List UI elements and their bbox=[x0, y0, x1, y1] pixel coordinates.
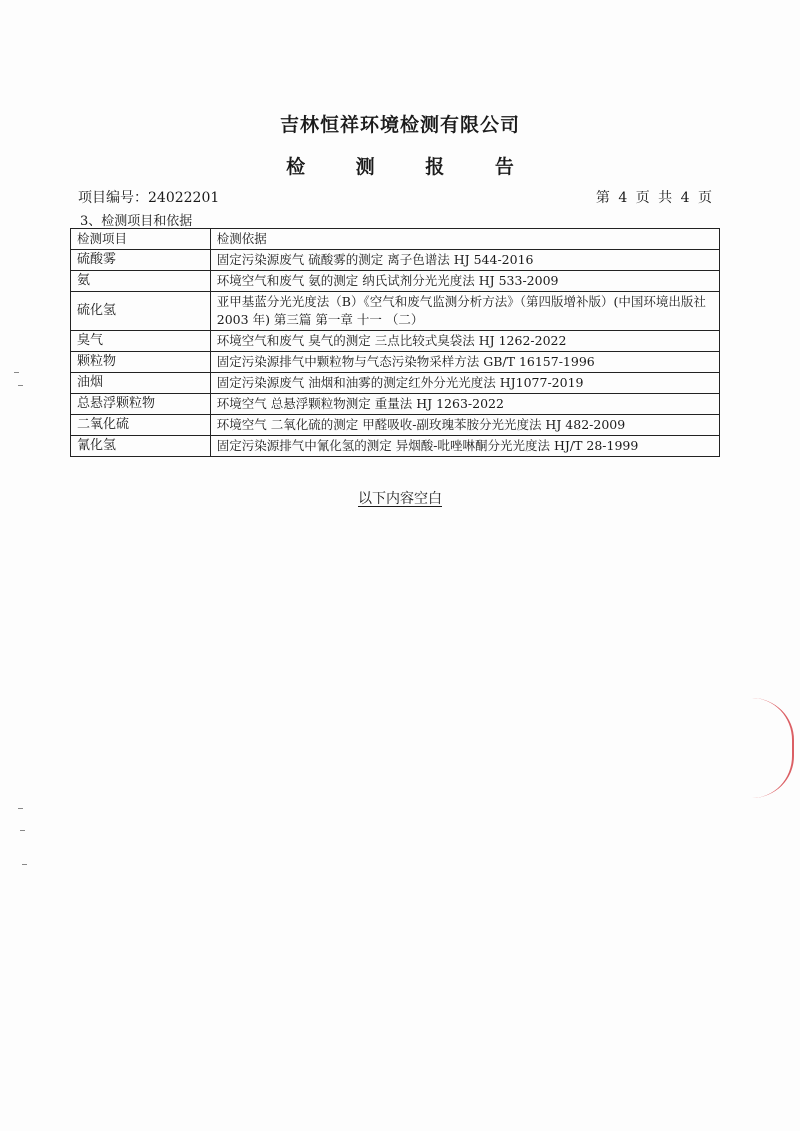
item-name: 油烟 bbox=[71, 373, 211, 394]
item-name: 硫化氢 bbox=[71, 292, 211, 331]
report-title: 检 测 报 告 bbox=[286, 156, 536, 178]
item-name: 二氧化硫 bbox=[71, 415, 211, 436]
item-basis: 固定污染源废气 油烟和油雾的测定红外分光光度法 HJ1077-2019 bbox=[210, 373, 719, 394]
company-name: 吉林恒祥环境检测有限公司 bbox=[279, 114, 520, 136]
item-basis: 环境空气和废气 氨的测定 纳氏试剂分光光度法 HJ 533-2009 bbox=[210, 271, 719, 292]
item-basis: 环境空气 二氧化硫的测定 甲醛吸收-副玫瑰苯胺分光光度法 HJ 482-2009 bbox=[210, 415, 719, 436]
blank-below-text: 以下内容空白 bbox=[358, 491, 442, 507]
scan-mark bbox=[14, 372, 19, 373]
scan-mark bbox=[18, 385, 23, 386]
table-row bbox=[71, 292, 720, 331]
table-row bbox=[71, 271, 720, 292]
table-row bbox=[71, 436, 720, 457]
table-row bbox=[71, 250, 720, 271]
project-number: 项目编号：24022201 bbox=[78, 190, 220, 206]
blank-below-note bbox=[0, 488, 800, 508]
column-header-item: 检测项目 bbox=[71, 229, 211, 250]
section-heading: 3、检测项目和依据 bbox=[80, 214, 193, 229]
seal-stamp-edge bbox=[752, 698, 794, 798]
table-header-row bbox=[71, 229, 720, 250]
item-name: 总悬浮颗粒物 bbox=[71, 394, 211, 415]
item-basis: 环境空气 总悬浮颗粒物测定 重量法 HJ 1263-2022 bbox=[210, 394, 719, 415]
item-name: 氨 bbox=[71, 271, 211, 292]
table-row bbox=[71, 415, 720, 436]
item-basis: 固定污染源排气中氰化氢的测定 异烟酸-吡唑啉酮分光光度法 HJ/T 28-1999 bbox=[210, 436, 719, 457]
item-name: 氰化氢 bbox=[71, 436, 211, 457]
page-info: 第 4 页 共 4 页 bbox=[595, 190, 714, 206]
item-name: 硫酸雾 bbox=[71, 250, 211, 271]
table-row bbox=[71, 373, 720, 394]
scan-mark bbox=[20, 830, 25, 831]
meta-row bbox=[78, 187, 714, 207]
scan-mark bbox=[22, 864, 27, 865]
item-basis: 亚甲基蓝分光光度法（B）《空气和废气监测分析方法》（第四版增补版）(中国环境出版社 2003 年) 第三篇 第一章 十一 （二） bbox=[210, 292, 719, 331]
item-basis: 环境空气和废气 臭气的测定 三点比较式臭袋法 HJ 1262-2022 bbox=[210, 331, 719, 352]
item-name: 臭气 bbox=[71, 331, 211, 352]
column-header-basis: 检测依据 bbox=[210, 229, 719, 250]
table-row bbox=[71, 394, 720, 415]
item-basis: 固定污染源排气中颗粒物与气态污染物采样方法 GB/T 16157-1996 bbox=[210, 352, 719, 373]
table-row bbox=[71, 331, 720, 352]
item-name: 颗粒物 bbox=[71, 352, 211, 373]
table-row bbox=[71, 352, 720, 373]
scan-mark bbox=[18, 808, 23, 809]
test-items-table bbox=[70, 228, 720, 457]
item-basis: 固定污染源废气 硫酸雾的测定 离子色谱法 HJ 544-2016 bbox=[210, 250, 719, 271]
